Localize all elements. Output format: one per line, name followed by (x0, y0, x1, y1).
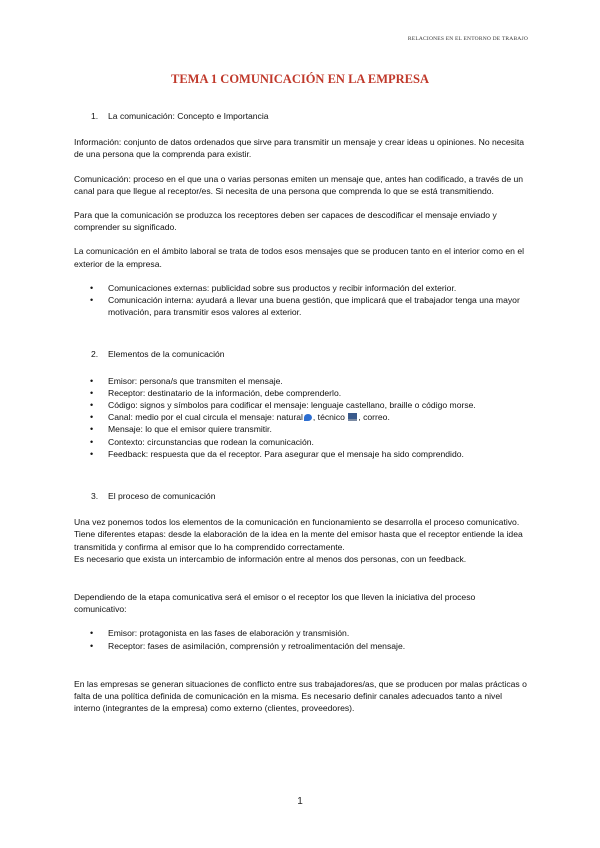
paragraph-conflicto: En las empresas se generan situaciones de conflicto entre sus trabajadores/as, que se producen por malas prácticas o falta de una política definida de comunicación en la misma. Es necesario definir canales adecuados tanto a nivel interno (integrantes de la empresa) como externo (clientes, proveedores). (74, 678, 527, 714)
section-heading-2 (91, 348, 529, 360)
list-item: • Emisor: persona/s que transmiten el mensaje. (74, 375, 529, 387)
paragraph-receptores: Para que la comunicación se produzca los receptores deben ser capaces de descodificar el mensaje enviado y comprender su significado. (74, 210, 497, 233)
page-number: 1 (297, 796, 303, 807)
section-heading-1 (91, 110, 529, 122)
list-elementos (74, 375, 529, 460)
running-header: RELACIONES EN EL ENTORNO DE TRABAJO (407, 36, 528, 42)
list-item: • Mensaje: lo que el emisor quiere transmitir. (74, 423, 529, 435)
section-label: La comunicación: Concepto e Importancia (108, 111, 269, 121)
page-title: TEMA 1 COMUNICACIÓN EN LA EMPRESA (170, 72, 429, 86)
paragraph-etapas: Tiene diferentes etapas: desde la elaboración de la idea en la mente del emisor hasta que el receptor entiende la idea transmitida y confirma al emisor que lo ha comprendido correctamente. (74, 529, 523, 552)
paragraph-intercambio: Es necesario que exista un intercambio de información entre al menos dos personas, con un feedback. (74, 553, 467, 564)
list-item-canal (74, 411, 529, 423)
section-number: 1. (91, 111, 99, 121)
document-body (74, 110, 529, 715)
list-item: • Contexto: circunstancias que rodean la comunicación. (74, 436, 529, 448)
section-label: Elementos de la comunicación (108, 349, 225, 360)
list-item: • Receptor: destinatario de la información, debe comprenderlo. (74, 387, 529, 399)
paragraph-proceso: Una vez ponemos todos los elementos de la comunicación en funcionamiento se desarrolla el proceso comunicativo. (74, 517, 520, 528)
section-heading-3 (91, 490, 529, 502)
speech-bubble-icon (304, 414, 312, 421)
section-label: El proceso de comunicación (108, 491, 216, 502)
list-item: • Comunicación interna: ayudará a llevar una buena gestión, que implicará que el trabajador tenga una mayor motivación, para transmitir esos valores al exterior. (74, 294, 529, 318)
canal-text-start: Canal: medio por el cual circula el mensaje: natural (108, 412, 303, 423)
list-item: • Emisor: protagonista en las fases de elaboración y transmisión. (74, 627, 529, 639)
paragraph-comunicacion: Comunicación: proceso en el que una o varias personas emiten un mensaje que, antes han codificado, a través de un canal para que llegue al receptor/es. Si necesita de una persona que comprenda lo que se está transmitiendo. (74, 173, 524, 196)
paragraph-iniciativa: Dependiendo de la etapa comunicativa será el emisor o el receptor los que lleven la iniciativa del proceso comunicativo: (74, 592, 476, 615)
list-protagonistas (74, 627, 529, 651)
list-tipos-comunicacion (74, 282, 529, 319)
paragraph-informacion: Información: conjunto de datos ordenados que sirve para transmitir un mensaje y crear ideas u opiniones. No necesita de una persona que la comprenda para existir. (74, 137, 524, 160)
section-number: 3. (91, 491, 99, 502)
canal-text-middle: , técnico (312, 412, 345, 423)
paragraph-ambito-laboral: La comunicación en el ámbito laboral se trata de todos esos mensajes que se producen tanto en el interior como en el exterior de la empresa. (74, 246, 525, 269)
list-item: • Receptor: fases de asimilación, comprensión y retroalimentación del mensaje. (74, 640, 529, 652)
list-item: • Comunicaciones externas: publicidad sobre sus productos y recibir información del exterior. (74, 282, 529, 294)
laptop-icon (348, 413, 357, 421)
canal-text-end: , correo. (358, 412, 390, 423)
list-item: • Feedback: respuesta que da el receptor. Para asegurar que el mensaje ha sido comprendido. (74, 448, 529, 460)
list-item: • Código: signos y símbolos para codificar el mensaje: lenguaje castellano, braille o código morse. (74, 399, 529, 411)
section-number: 2. (91, 349, 99, 360)
